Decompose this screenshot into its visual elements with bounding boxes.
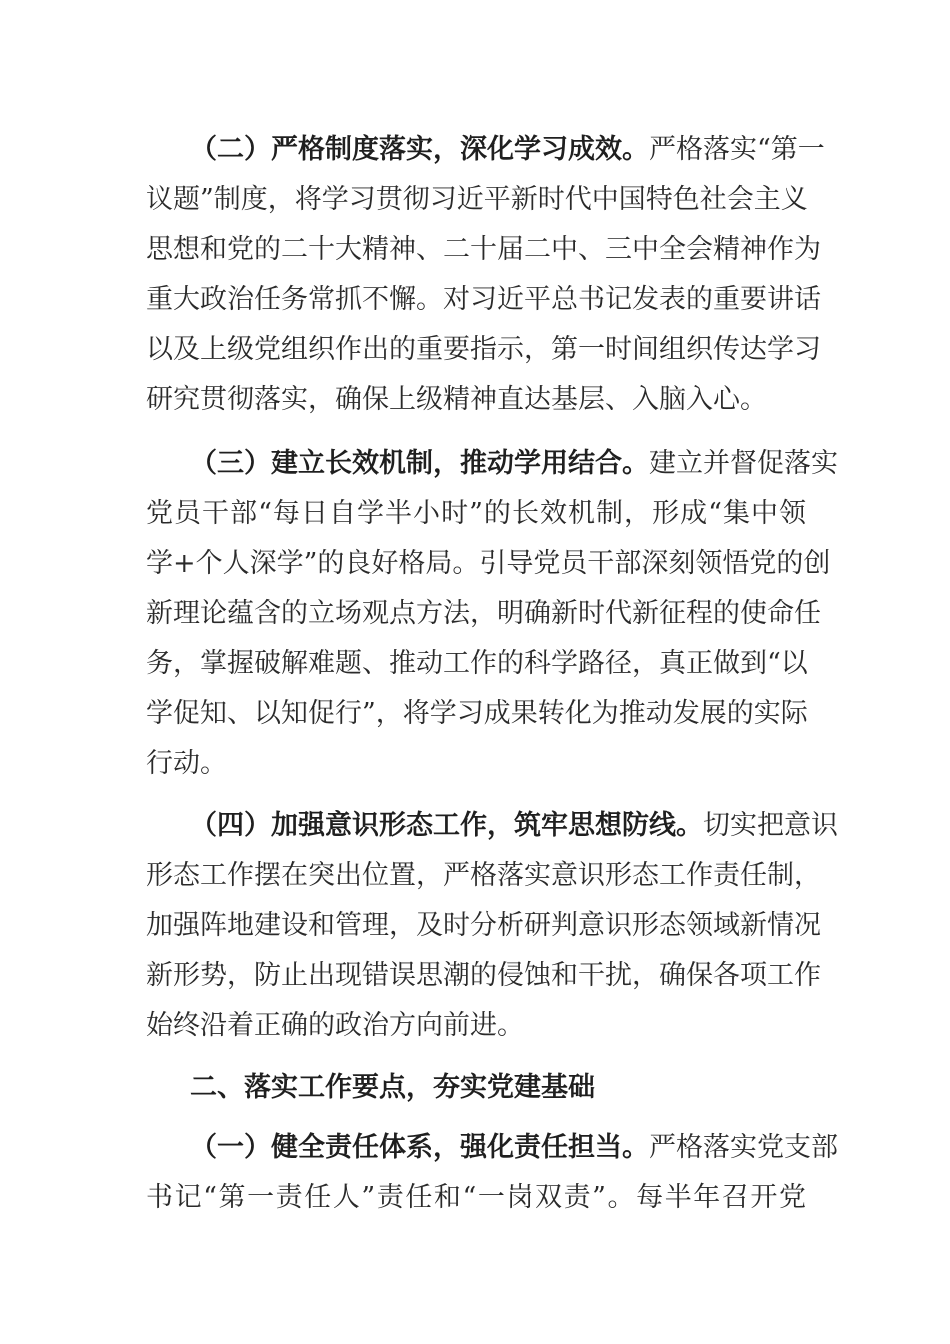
paragraph-line: 思想和党的二十大精神、二十届二中、三中全会精神作为 xyxy=(146,234,821,265)
paragraph-line: 新形势，防止出现错误思潮的侵蚀和干扰，确保各项工作 xyxy=(146,960,821,991)
paragraph-line: 议题”制度，将学习贯彻习近平新时代中国特色社会主义 xyxy=(146,184,808,215)
paragraph-line: 学促知、以知促行”，将学习成果转化为推动发展的实际 xyxy=(146,698,808,729)
paragraph-line: 始终沿着正确的政治方向前进。 xyxy=(146,1010,524,1041)
paragraph-line: 形态工作摆在突出位置，严格落实意识形态工作责任制， xyxy=(146,860,821,891)
paragraph-heading: （二）严格制度落实，深化学习成效。 xyxy=(190,134,649,165)
paragraph-line: 务，掌握破解难题、推动工作的科学路径，真正做到“以 xyxy=(146,648,808,679)
paragraph-heading: （三）建立长效机制，推动学用结合。 xyxy=(190,448,649,479)
paragraph-line xyxy=(190,444,838,484)
paragraph-line xyxy=(190,130,825,170)
section-heading: 二、落实工作要点，夯实党建基础 xyxy=(190,1072,595,1103)
paragraph-heading: （四）加强意识形态工作，筑牢思想防线。 xyxy=(190,810,703,841)
paragraph-line: 以及上级党组织作出的重要指示，第一时间组织传达学习 xyxy=(146,334,821,365)
paragraph-line: 书记“第一责任人”责任和“一岗双责”。每半年召开党 xyxy=(146,1182,806,1213)
paragraph-line: 加强阵地建设和管理，及时分析研判意识形态领域新情况 xyxy=(146,910,821,941)
paragraph-text: 严格落实“第一 xyxy=(649,134,825,165)
paragraph-line xyxy=(190,1128,838,1168)
paragraph-line: 学+个人深学”的良好格局。引导党员干部深刻领悟党的创 xyxy=(146,548,831,579)
paragraph-line: 党员干部“每日自学半小时”的长效机制，形成“集中领 xyxy=(146,498,806,529)
paragraph-heading: （一）健全责任体系，强化责任担当。 xyxy=(190,1132,649,1163)
paragraph-line: 新理论蕴含的立场观点方法，明确新时代新征程的使命任 xyxy=(146,598,821,629)
paragraph-line: 重大政治任务常抓不懈。对习近平总书记发表的重要讲话 xyxy=(146,284,821,315)
paragraph-text: 切实把意识 xyxy=(703,810,838,841)
paragraph-line: 行动。 xyxy=(146,748,227,779)
paragraph-text: 严格落实党支部 xyxy=(649,1132,838,1163)
paragraph-text: 建立并督促落实 xyxy=(649,448,838,479)
paragraph-line xyxy=(190,806,838,846)
paragraph-line: 研究贯彻落实，确保上级精神直达基层、入脑入心。 xyxy=(146,384,767,415)
